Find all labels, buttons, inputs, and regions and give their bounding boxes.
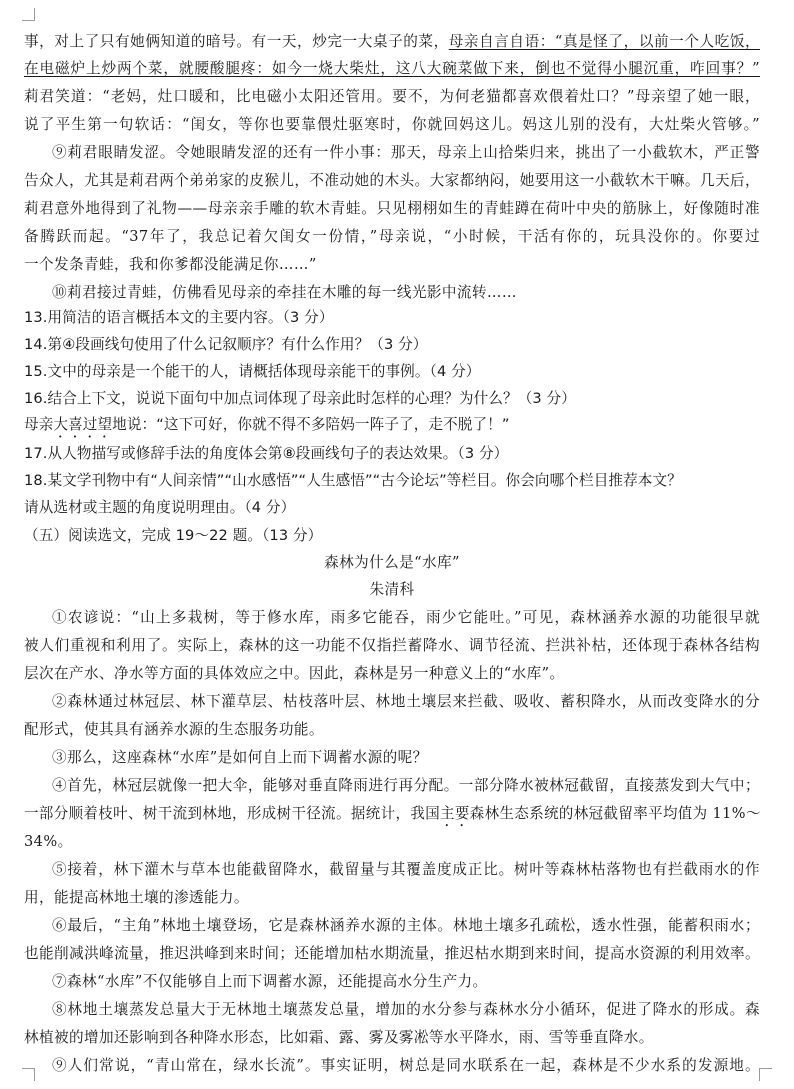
article-p4-line-3: 34%。 — [24, 833, 73, 850]
dotted-word: 大喜过望 — [53, 416, 113, 433]
article-p2-line-2: 配形式，使其具有涵养水源的生态服务功能。 — [24, 721, 324, 738]
dotted-word: 主要 — [440, 805, 470, 822]
story-p8-line-3: 莉君笑道：“老妈，灶口暖和，比电磁小太阳还管用。要不，为何老猫都喜欢偎着灶口？”母亲望了她一眼， — [24, 88, 760, 105]
article-p1-line-2: 被人们重视和利用了。实际上，森林的这一功能不仅指拦蓄降水、调节径流、拦洪补枯，还体现于森林各结构 — [24, 637, 760, 654]
story-p9-line-4: 备腾跃而起。“37年了，我总记着欠闺女一份情，”母亲说，“小时候，干活有你的，玩具没你的。你要过 — [24, 228, 760, 245]
article-p5-line-2: 用，能提高林地土壤的渗透能力。 — [24, 889, 249, 906]
question-18-line-2: 请从选材或主题的角度说明理由。（4 分） — [24, 499, 296, 516]
underlined-sentence: 母亲自言自语：“真是怪了，以前一个人吃饭， — [448, 33, 760, 50]
article-p1-line-3: 层次在产水、净水等方面的具体效应之中。因此，森林是另一种意义上的“水库”。 — [24, 665, 565, 682]
article-author: 朱清科 — [369, 581, 415, 598]
crop-mark-top-left — [22, 8, 35, 21]
question-14: 14.第④段画线句使用了什么记叙顺序？有什么作用？（3 分） — [24, 336, 428, 353]
article-p4-line-2: 一部分顺着枝叶、树干流到林地，形成树干径流。据统计，我国主要森林生态系统的林冠截留率平均值为 11%～ — [24, 805, 761, 822]
question-15: 15.文中的母亲是一个能干的人，请概括体现母亲能干的事例。（4 分） — [24, 363, 481, 380]
question-16: 16.结合上下文，说说下面句中加点词体现了母亲此时怎样的心理？为什么？（3 分） — [24, 390, 576, 407]
section-5-header: （五）阅读选文，完成 19～22 题。（13 分） — [24, 527, 323, 544]
story-p8-line-4: 说了平生第一句软话：“闺女，等你也要靠偎灶驱寒时，你就回妈这儿。妈这儿别的没有，大灶柴火管够。” — [24, 116, 760, 133]
story-p8-line-2: 在电磁炉上炒两个菜，就腰酸腿疼：如今一烧大柴灶，这八大碗菜做下来，倒也不觉得小腿沉重，咋回事？” — [24, 60, 760, 77]
article-p9: ⑨人们常说，“青山常在，绿水长流”。事实证明，树总是同水联系在一起，森林是不少水系的发源地。 — [52, 1057, 760, 1074]
article-p4-line-1: ④首先，林冠层就像一把大伞，能够对垂直降雨进行再分配。一部分降水被林冠截留，直接蒸发到大气中； — [52, 777, 760, 794]
article-title: 森林为什么是“水库” — [324, 554, 460, 571]
story-p9-line-3: 莉君意外地得到了礼物——母亲亲手雕的软木青蛙。只见栩栩如生的青蛙蹲在荷叶中央的筋脉上，好像随时准 — [24, 200, 760, 217]
question-17: 17.从人物描写或修辞手法的角度体会第⑧段画线句子的表达效果。（3 分） — [24, 445, 509, 462]
article-p6-line-1: ⑥最后，“主角”林地土壤登场，它是森林涵养水源的主体。林地土壤多孔疏松，透水性强，能蓄积雨水； — [52, 917, 760, 934]
story-p10: ⑩莉君接过青蛙，仿佛看见母亲的牵挂在木雕的每一线光影中流转…… — [52, 284, 517, 301]
article-p8-line-1: ⑧林地土壤蒸发总量大于无林地土壤蒸发总量，增加的水分参与森林水分小循环，促进了降水的形成。森 — [52, 1001, 760, 1018]
crop-mark-bottom-right — [759, 1068, 772, 1081]
article-p3: ③那么，这座森林“水库”是如何自上而下调蓄水源的呢？ — [52, 749, 428, 766]
article-p2-line-1: ②森林通过林冠层、林下灌草层、枯枝落叶层、林地土壤层来拦截、吸收、蓄积降水，从而改变降水的分 — [52, 693, 760, 710]
question-18-line-1: 18.某文学刊物中有“人间亲情”“山水感悟”“人生感悟”“古今论坛”等栏目。你会向哪个栏目推荐本文？ — [24, 472, 682, 489]
story-p9-line-5: 一个发条青蛙，我和你爹都没能满足你……” — [24, 256, 317, 273]
article-p5-line-1: ⑤接着，林下灌木与草本也能截留降水，截留量与其覆盖度成正比。树叶等森林枯落物也有拦截雨水的作 — [52, 861, 760, 878]
article-p6-line-2: 也能削减洪峰流量，推迟洪峰到来时间；还能增加枯水期流量，推迟枯水期到来时间，提高水资源的利用效率。 — [24, 945, 760, 962]
story-p9-line-2: 告众人，尤其是莉君两个弟弟家的皮猴儿，不准动她的木头。大家都纳闷，她要用这一小截软木干嘛。几天后， — [24, 172, 760, 189]
question-13: 13.用简洁的语言概括本文的主要内容。（3 分） — [24, 309, 334, 326]
article-p1-line-1: ①农谚说：“山上多栽树，等于修水库，雨多它能吞，雨少它能吐。”可见，森林涵养水源的功能很早就 — [52, 609, 760, 626]
story-p9-line-1: ⑨莉君眼睛发涩。令她眼睛发涩的还有一件小事：那天，母亲上山拾柴归来，挑出了一小截软木，严正警 — [52, 144, 760, 161]
story-p8-line-1: 事，对上了只有她俩知道的暗号。有一天，炒完一大桌子的菜，母亲自言自语：“真是怪了，以前一个人吃饭， — [24, 33, 760, 50]
article-p8-line-2: 林植被的增加还影响到各种降水形态，比如霜、露、雾及雾凇等水平降水，雨、雪等垂直降水。 — [24, 1029, 654, 1046]
article-p7: ⑦森林“水库”不仅能够自上而下调蓄水源，还能提高水分生产力。 — [52, 973, 488, 990]
question-16-quote: 母亲大喜过望地说：“这下可好，你就不得不多陪妈一阵子了，走不脱了！” — [24, 416, 510, 433]
